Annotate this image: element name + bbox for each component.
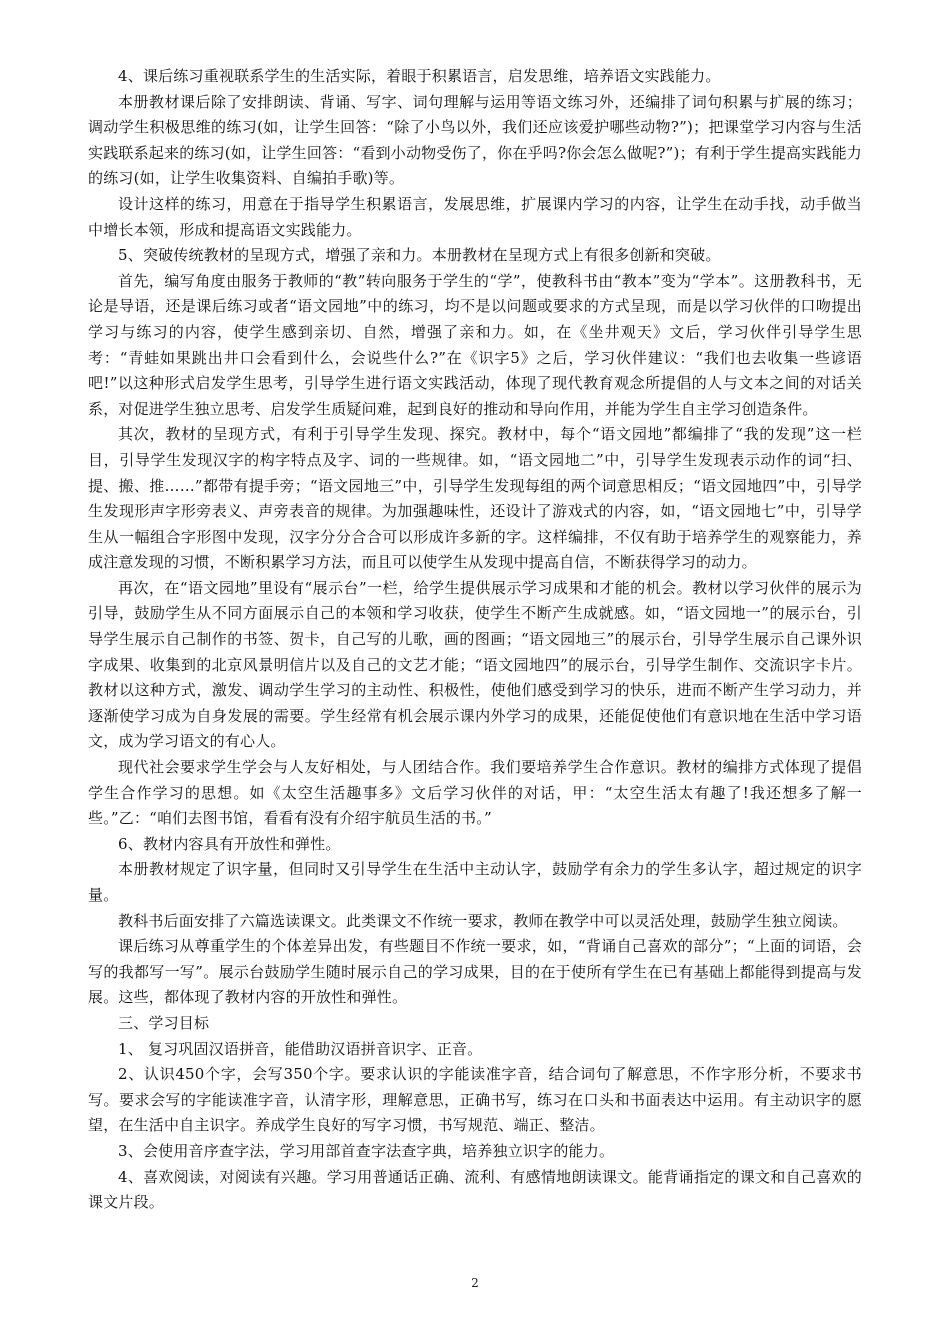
paragraph-openness-heading: 6、教材内容具有开放性和弹性。: [118, 834, 341, 853]
goal-item-2: 2、认识450个字，会写350个字。要求认识的字能读准字音，结合词句了解意思，不作字形分析，不要求书写。要求会写的字能读准字音，认清字形，理解意思，正确书写，练习在口头和书面表达中运用。有主动识字的愿望，在生活中自主识字。养成学生良好的写字习惯，书写规范、端正、整洁。: [88, 1065, 862, 1135]
document-body: [88, 64, 862, 1216]
paragraph-presentation-third: 再次，在“语文园地”里设有“展示台”一栏，给学生提供展示学习成果和才能的机会。教材以学习伙伴的展示为引导，鼓励学生从不同方面展示自己的本领和学习收获，使学生不断产生成就感。如，“语文园地一”的展示台，引导学生展示自己制作的书签、贺卡，自己写的儿歌，画的图画；“语文园地三”的展示台，引导学生展示自己课外识字成果、收集到的北京风景明信片以及自己的文艺才能；“语文园地四”的展示台，引导学生制作、交流识字卡片。教材以这种方式，激发、调动学生学习的主动性、积极性，使他们感受到学习的快乐，进而不断产生学习动力，并逐渐使学习成为自身发展的需要。学生经常有机会展示课内外学习的成果，还能促使他们有意识地在生活中学习语文，成为学习语文的有心人。: [88, 578, 862, 751]
page-number: 2: [471, 1276, 479, 1290]
goal-item-1: 1、 复习巩固汉语拼音，能借助汉语拼音识字、正音。: [118, 1039, 483, 1058]
paragraph-presentation-second: 其次，教材的呈现方式，有利于引导学生发现、探究。教材中，每个“语文园地”都编排了“我的发现”这一栏目，引导学生发现汉字的构字特点及字、词的一些规律。如，“语文园地二”中，引导学生发现表示动作的词“扫、提、搬、推……”都带有提手旁；“语文园地三”中，引导学生发现每组的两个词意思相反；“语文园地四”中，引导学生发现形声字形旁表义、声旁表音的规律。为加强趣味性，还设计了游戏式的内容，如，“语文园地七”中，引导学生从一幅组合字形图中发现，汉字分分合合可以形成许多新的字。这样编排，不仅有助于培养学生的观察能力，养成注意发现的习惯，不断积累学习方法，而且可以使学生从发现中提高自信，不断获得学习的动力。: [88, 425, 862, 572]
section-heading-learning-goals: 三、学习目标: [118, 1013, 210, 1032]
paragraph-practice-purpose: 设计这样的练习，用意在于指导学生积累语言，发展思维，扩展课内学习的内容，让学生在动手找，动手做当中增长本领，形成和提高语文实践能力。: [88, 194, 862, 239]
paragraph-individual-differences: 课后练习从尊重学生的个体差异出发，有些题目不作统一要求，如，“背诵自己喜欢的部分”；“上面的词语，会写的我都写一写”。展示台鼓励学生随时展示自己的学习成果，目的在于使所有学生在已有基础上都能得到提高与发展。这些，都体现了教材内容的开放性和弹性。: [88, 937, 862, 1007]
paragraph-presentation-heading: 5、突破传统教材的呈现方式，增强了亲和力。本册教材在呈现方式上有很多创新和突破。: [118, 246, 721, 265]
paragraph-cooperation: 现代社会要求学生学会与人友好相处，与人团结合作。我们要培养学生合作意识。教材的编排方式体现了提倡学生合作学习的思想。如《太空生活趣事多》文后学习伙伴的对话，甲：“太空生活太有趣了!我还想多了解一些。”乙：“咱们去图书馆，看看有没有介绍宇航员生活的书。”: [88, 758, 862, 828]
paragraph-optional-readings: 教科书后面安排了六篇选读课文。此类课文不作统一要求，教师在教学中可以灵活处理，鼓励学生独立阅读。: [118, 911, 848, 930]
paragraph-practice-types: 本册教材课后除了安排朗读、背诵、写字、词句理解与运用等语文练习外，还编排了词句积累与扩展的练习；调动学生积极思维的练习(如，让学生回答：“除了小鸟以外，我们还应该爱护哪些动物?”)；把课堂学习内容与生活实践联系起来的练习(如，让学生回答：“看到小动物受伤了，你在乎吗?你会怎么做呢?”)；有利于学生提高实践能力的练习(如，让学生收集资料、自编拍手歌)等。: [88, 92, 862, 188]
goal-item-3: 3、会使用音序查字法，学习用部首查字法查字典，培养独立识字的能力。: [118, 1141, 615, 1160]
paragraph-practice-heading: 4、课后练习重视联系学生的生活实际，着眼于积累语言，启发思维，培养语文实践能力。: [118, 67, 721, 85]
goal-item-4: 4、喜欢阅读，对阅读有兴趣。学习用普通话正确、流利、有感情地朗读课文。能背诵指定的课文和自己喜欢的课文片段。: [88, 1167, 862, 1212]
paragraph-presentation-first: 首先，编写角度由服务于教师的“教”转向服务于学生的“学”，使教科书由“教本”变为“学本”。这册教科书，无论是导语，还是课后练习或者“语文园地”中的练习，均不是以问题或要求的方式呈现，而是以学习伙伴的口吻提出学习与练习的内容，使学生感到亲切、自然，增强了亲和力。如，在《坐井观天》文后，学习伙伴引导学生思考：“青蛙如果跳出井口会看到什么，会说些什么?”在《识字5》之后，学习伙伴建议：“我们也去收集一些谚语吧!”以这种形式启发学生思考，引导学生进行语文实践活动，体现了现代教育观念所提倡的人与文本之间的对话关系，对促进学生独立思考、启发学生质疑问难，起到良好的推动和导向作用，并能为学生自主学习创造条件。: [88, 271, 862, 418]
paragraph-literacy-amount: 本册教材规定了识字量，但同时又引导学生在生活中主动认字，鼓励学有余力的学生多认字，超过规定的识字量。: [88, 860, 862, 904]
